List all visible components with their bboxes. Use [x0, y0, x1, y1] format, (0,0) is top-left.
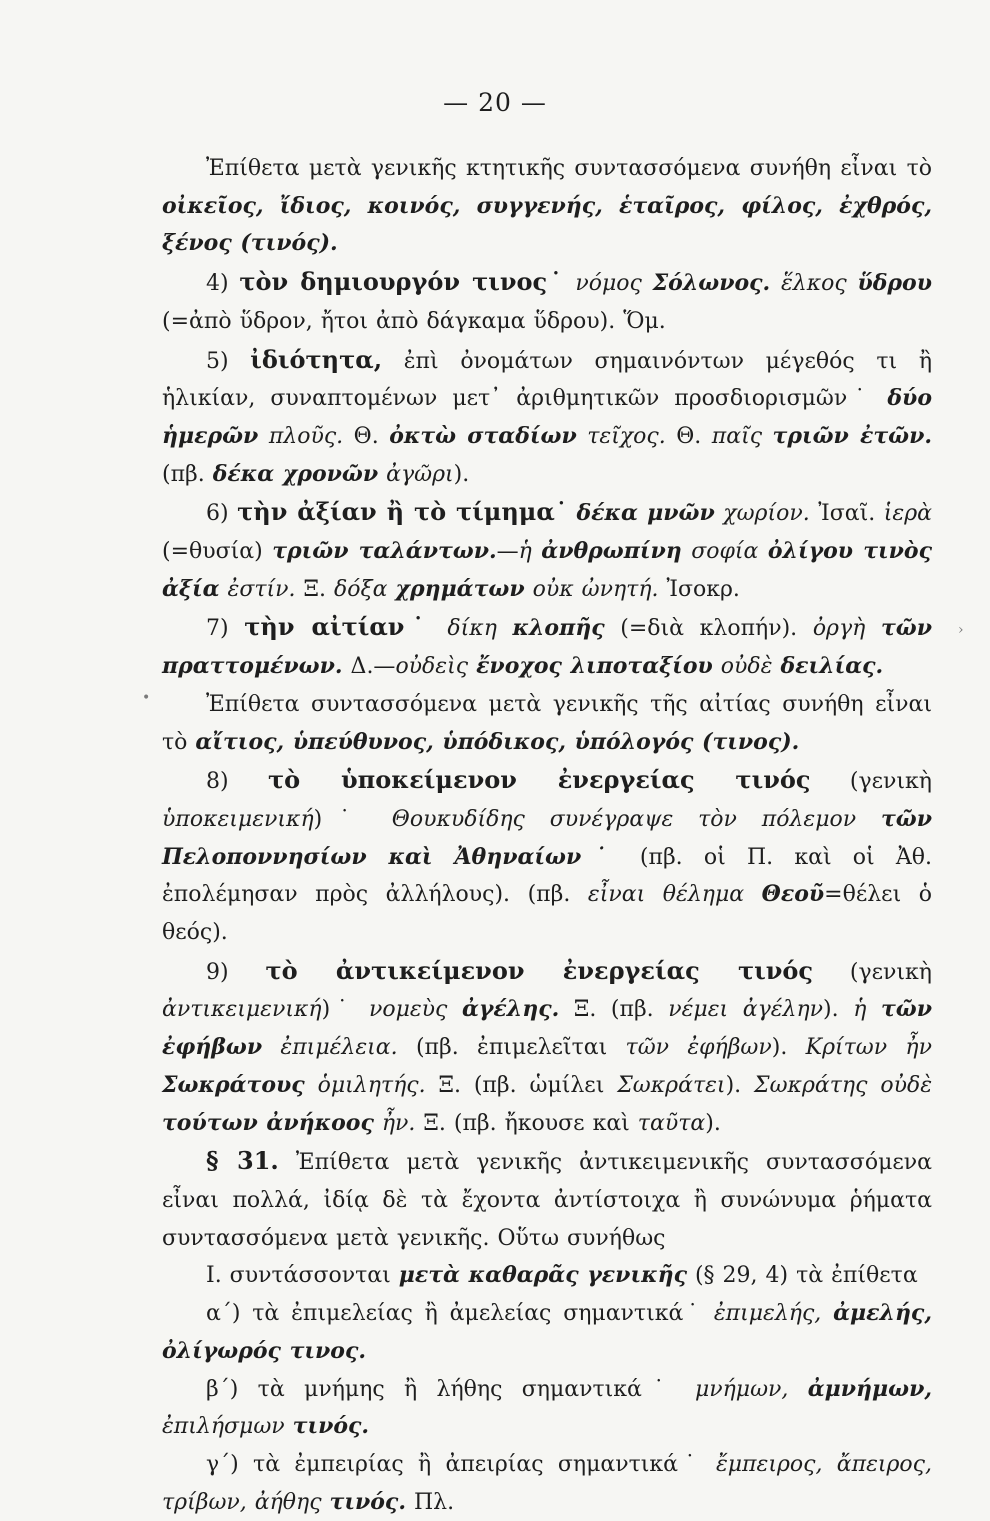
text-run: Πλ.: [405, 1489, 455, 1515]
text-run: ἔμπειρος, ἄπειρος, τρίβων, ἀήθης: [162, 1451, 932, 1515]
text-run: δέκα μνῶν: [576, 500, 715, 527]
text-run: γ΄) τὰ ἐμπειρίας ἢ ἀπειρίας σημαντικά˙: [206, 1451, 716, 1477]
paragraph: [162, 1446, 932, 1521]
text-run: (=θυσία): [162, 539, 273, 565]
paragraph: [162, 341, 932, 494]
text-run: τῶν Πελοποννησίων καὶ Ἀθηναίων˙: [162, 805, 932, 870]
text-run: δύο ἡμερῶν: [162, 385, 932, 449]
rule-heading: τὴν αἰτίαν˙: [244, 612, 432, 642]
text-run: ἐπιλήσμων: [162, 1414, 293, 1440]
text-run: Ἰσαῖ.: [809, 501, 884, 527]
text-run: δόξα: [334, 576, 396, 602]
text-run: ἀνθρωπίνη: [541, 538, 682, 565]
text-run: Ἐπίθετα μετὰ γενικῆς κτητικῆς συντασσόμενα συνήθη εἶναι τὸ: [206, 156, 932, 181]
text-run: [432, 616, 448, 641]
text-run: ἐστίν.: [227, 576, 296, 602]
section-number: § 31.: [206, 1146, 279, 1176]
text-run: ἀμελής, ὀλίγωρός τινος.: [162, 1300, 932, 1364]
text-run: τεῖχος.: [587, 423, 666, 449]
text-run: ).: [823, 997, 854, 1023]
rule-heading: τὸ ὑποκείμενον ἐνεργείας τινός: [268, 765, 811, 795]
text-run: ἀντικειμενική: [162, 997, 322, 1023]
text-run: τριῶν ταλάντων.: [272, 538, 497, 565]
text-run: [220, 577, 228, 602]
text-run: Ξ. (πβ. ἤκουσε καὶ: [415, 1110, 638, 1136]
text-run: κλοπῆς: [512, 615, 605, 642]
text-run: χωρίον.: [723, 501, 810, 527]
text-run: τῶν ἐφήβων: [625, 1035, 772, 1061]
text-run: [565, 271, 576, 296]
text-run: οὐδὲ: [720, 654, 781, 680]
text-run: β΄) τὰ μνήμης ἢ λήθης σημαντικά˙: [206, 1376, 695, 1402]
rule-heading: τὸ ἀντικείμενον ἐνεργείας τινός: [265, 955, 813, 985]
text-run: [525, 577, 533, 602]
text-run: ἡ: [853, 997, 881, 1023]
paragraph: [162, 686, 932, 761]
text-run: [378, 462, 386, 487]
text-run: ἱερὰ: [883, 501, 932, 527]
text-run: ταῦτα: [637, 1110, 706, 1136]
text-run: (γενικὴ: [813, 959, 932, 985]
text-run: νόμος: [575, 271, 653, 297]
text-run: [715, 501, 724, 526]
paragraph: [162, 1142, 932, 1257]
text-run: [770, 271, 781, 296]
text-run: Ξ. (πβ. ὡμίλει: [425, 1072, 618, 1098]
text-run: [262, 1035, 280, 1060]
text-run: νομεὺς: [368, 997, 462, 1023]
body-text: [162, 150, 932, 1521]
text-run: ἐπιμελής,: [713, 1301, 834, 1327]
text-run: Σόλωνος.: [652, 270, 771, 297]
text-run: Σωκράτει: [617, 1072, 726, 1098]
text-run: μετὰ καθαρᾶς γενικῆς: [398, 1262, 687, 1289]
paragraph: [162, 952, 932, 1143]
paragraph: [162, 493, 932, 608]
text-run: δειλίας.: [780, 653, 884, 680]
text-run: [713, 654, 721, 679]
text-run: δέκα χρονῶν: [212, 460, 379, 487]
text-run: [305, 1073, 318, 1098]
paragraph: [162, 1295, 932, 1370]
text-run: ὀργὴ: [812, 616, 881, 642]
text-run: ὀλίγου τινὸς ἀξία: [162, 538, 932, 602]
text-run: 4): [206, 271, 240, 297]
text-run: 5): [206, 348, 251, 374]
paragraph: [162, 761, 932, 952]
text-run: [374, 1111, 382, 1136]
text-run: Θ.: [343, 423, 390, 449]
text-run: οὐδεὶς: [395, 654, 477, 680]
text-run: οὐκ ὠνητή.: [532, 576, 659, 602]
text-run: αἴτιος, ὑπεύθυνος, ὑπόδικος, ὑπόλογός (τινος).: [195, 728, 800, 755]
text-run: ἡ: [518, 539, 542, 565]
text-run: τριῶν ἐτῶν.: [772, 422, 933, 449]
text-run: Ἐπίθετα μετὰ γενικῆς ἀντικειμενικῆς συντασσόμενα εἶναι πολλά, ἰδίᾳ δὲ τὰ ἔχοντα ἀντίστοιχα ἢ συνώνυμα ῥήματα συντασσόμενα μετὰ γενικῆς. Οὕτω συνήθως: [162, 1150, 932, 1251]
text-run: [577, 424, 588, 449]
text-run: I. συντάσσονται: [206, 1263, 399, 1289]
text-run: τούτων ἀνήκοος: [162, 1109, 374, 1136]
text-run: εἶναι θέλημα: [587, 882, 762, 908]
text-run: χρημάτων: [395, 575, 525, 602]
text-run: (γενικὴ: [810, 769, 932, 795]
text-run: Ἐπίθετα συντασσόμενα μετὰ γενικῆς τῆς αἰτίας συνήθη εἶναι τὸ: [162, 691, 932, 755]
text-run: ).: [771, 1035, 806, 1061]
text-run: )˙: [313, 806, 392, 832]
paragraph: [162, 608, 932, 685]
text-run: Ξ.: [295, 576, 335, 602]
paragraph: [162, 150, 932, 263]
text-run: [682, 539, 691, 564]
right-edge-mark: ›: [958, 622, 964, 638]
rule-heading: τὸν δημιουργόν τινος˙: [239, 267, 565, 297]
text-run: (πβ. οἱ Π. καὶ οἱ Ἀθ. ἐπολέμησαν πρὸς ἀλλήλους). (πβ.: [162, 844, 932, 908]
text-run: Θ.: [665, 423, 712, 449]
text-run: Σωκράτης οὐδὲ: [754, 1072, 932, 1098]
text-run: Σωκράτους: [162, 1071, 305, 1098]
text-run: (§ 29, 4) τὰ ἐπίθετα: [686, 1263, 918, 1289]
text-run: (=ἀπὸ ὕδρον, ἤτοι ἀπὸ δάγκαμα ὕδρου). Ὅμ.: [162, 308, 666, 334]
text-run: ἐπιμέλεια.: [280, 1035, 398, 1061]
text-run: [258, 424, 269, 449]
text-run: ὕδρου: [857, 270, 932, 297]
paragraph: [162, 1371, 932, 1446]
text-run: 8): [206, 769, 269, 795]
text-run: τινός.: [329, 1488, 406, 1515]
text-run: ἀγέλης.: [461, 996, 560, 1023]
text-run: 6): [206, 501, 238, 527]
text-run: Δ.—: [342, 654, 396, 680]
text-run: σοφία: [691, 539, 768, 565]
text-run: τῶν ἐφήβων: [162, 996, 932, 1061]
paragraph: [162, 1257, 932, 1295]
text-run: Ξ. (πβ.: [559, 997, 669, 1023]
text-run: 9): [206, 959, 266, 985]
text-run: παῖς: [711, 423, 773, 449]
text-run: μνήμων,: [694, 1376, 808, 1402]
text-run: τῶν πραττομένων.: [162, 615, 932, 680]
rule-heading: ἰδιότητα,: [250, 344, 383, 374]
text-run: ὁμιλητής.: [317, 1072, 426, 1098]
text-run: ὑποκειμενική: [162, 806, 314, 832]
text-run: (πβ.: [162, 461, 213, 487]
text-run: ἀμνήμων,: [807, 1375, 933, 1402]
text-run: =θέλει ὁ θεός).: [162, 882, 933, 946]
text-run: —: [496, 539, 519, 565]
page-number: — 20 —: [443, 88, 547, 117]
text-run: Ἰσοκρ.: [658, 576, 740, 602]
text-run: Θουκυδίδης συνέγραψε τὸν πόλεμον: [391, 806, 881, 832]
text-run: δίκη: [447, 616, 513, 642]
text-run: οἰκεῖος, ἴδιος, κοινός, συγγενής, ἑταῖρος, φίλος, ἐχθρός, ξένος (τινός).: [162, 192, 932, 257]
text-run: 7): [206, 616, 245, 642]
text-run: ).: [705, 1110, 721, 1136]
text-run: Θεοῦ: [761, 881, 825, 908]
text-run: ).: [725, 1072, 755, 1098]
text-run: Κρίτων ἦν: [805, 1035, 932, 1061]
text-run: ).: [453, 461, 470, 487]
text-run: ἀγῶρι: [386, 461, 454, 487]
text-run: )˙: [321, 997, 369, 1023]
left-edge-bullet: •: [142, 690, 151, 706]
text-run: ἕλκος: [780, 271, 858, 297]
text-run: α΄) τὰ ἐπιμελείας ἢ ἀμελείας σημαντικά˙: [206, 1301, 714, 1327]
text-run: τινός.: [292, 1413, 370, 1440]
text-run: (πβ. ἐπιμελεῖται: [397, 1035, 626, 1061]
text-run: ἦν.: [381, 1110, 416, 1136]
rule-heading: τὴν ἀξίαν ἢ τὸ τίμημα˙: [237, 497, 568, 527]
text-run: νέμει ἀγέλην: [668, 997, 824, 1023]
text-run: ἐπὶ ὀνομάτων σημαινόντων μέγεθός τι ἢ ἡλικίαν, συναπτομένων μετ᾽ ἀριθμητικῶν προσδιορισμῶν˙: [162, 348, 933, 412]
text-run: (=διὰ κλοπήν).: [604, 616, 813, 642]
text-run: ὀκτὼ σταδίων: [389, 422, 577, 449]
paragraph: [162, 263, 932, 340]
text-run: πλοῦς.: [268, 423, 344, 449]
text-run: ἔνοχος λιποταξίου: [476, 653, 713, 680]
